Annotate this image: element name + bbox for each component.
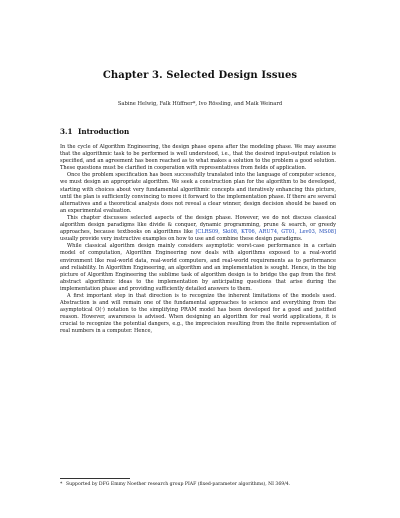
body-paragraph — [60, 215, 336, 243]
paragraph-text: This chapter discusses selected aspects of the design phase. However, we do not discuss classical algorithm design paradigms like divide & conquer, dynamic programming, prune & search, or greedy approaches, because textbooks on algorithms like — [60, 214, 336, 236]
footnote — [60, 482, 336, 488]
paragraph-text: In the cycle of Algorithm Engineering, the design phase opens after the modeling phase. We may assume that the algorithmic task to be performed is well understood, i.e., that the desired input-output relation is specified, and an agreement has been reached as to what makes a solution to the problem a good solution. These questions must be clarified in cooperation with representatives from fields of application. — [60, 144, 336, 172]
paragraph-text: Once the problem specification has been successfully translated into the language of computer science, we must design an appropriate algorithm. We seek a construction plan for the algorithm to be developed, starting with choices about very fundamental algorithmic concepts and iteratively enhancing this picture, until the plan is sufficiently convincing to move it forward to the implementation phase. If there are several alternatives and a theoretical analysis does not reveal a clear winner, design decision should be based on an experimental evaluation. — [60, 172, 336, 214]
citation-link[interactable]: [CLRS09, Ski08, KT06, ARU74, GT01, Lev03, MS08] — [195, 229, 336, 236]
paragraph-text: usually provide very instructive examples on how to use and combine these design paradigms. — [60, 236, 303, 243]
paragraph-text: While classical algorithm design mainly considers asymptotic worst-case performance in a certain model of computation, Algorithm Engineering now deals with algorithms exposed to a real-world environment like real-world data, real-world computers, and real-world requirements as to performance and reliability. In Algorithm Engineering, an algorithm and an implementation is sought. Hence, in the big picture of Algorithm Engineering the sublime task of algorithm design is to bridge the gap from the first abstract algorithmic ideas to the implementation by anticipating questions that arise during the implementation phase and providing sufficiently detailed answers to them. — [60, 243, 336, 292]
body-paragraph — [60, 144, 336, 172]
footnote-text: Supported by DFG Emmy Noether research group PIAF (fixed-parameter algorithms), NI 369/4. — [66, 482, 291, 487]
section-title: Introduction — [78, 127, 130, 136]
body-paragraph — [60, 293, 336, 336]
section-number: 3.1 — [60, 127, 73, 136]
paragraph-text: A first important step in that direction is to recognize the inherent limitations of the models used. Abstraction is and will remain one of the fundamental approaches to science and everything from the asymptotical O(·) notation to the simplifying PRAM model has been developed for a good and justified reason. However, awareness is advised. When designing an algorithm for real world applications, it is crucial to recognize the potential dangers, e.g., the imprecision resulting from the finite representation of real numbers in a computer. Hence, — [60, 292, 336, 335]
chapter-title: Chapter 3. Selected Design Issues — [102, 70, 298, 81]
footnote-mark: * — [60, 482, 63, 487]
body-paragraph — [60, 172, 336, 215]
body-paragraph — [60, 243, 336, 293]
footnote-rule — [60, 478, 130, 479]
body-text — [60, 144, 336, 336]
section-heading — [60, 127, 340, 136]
author-list: Sabine Helwig, Falk Hüffner*, Ivo Rössling, and Maik Weinard — [117, 101, 283, 107]
